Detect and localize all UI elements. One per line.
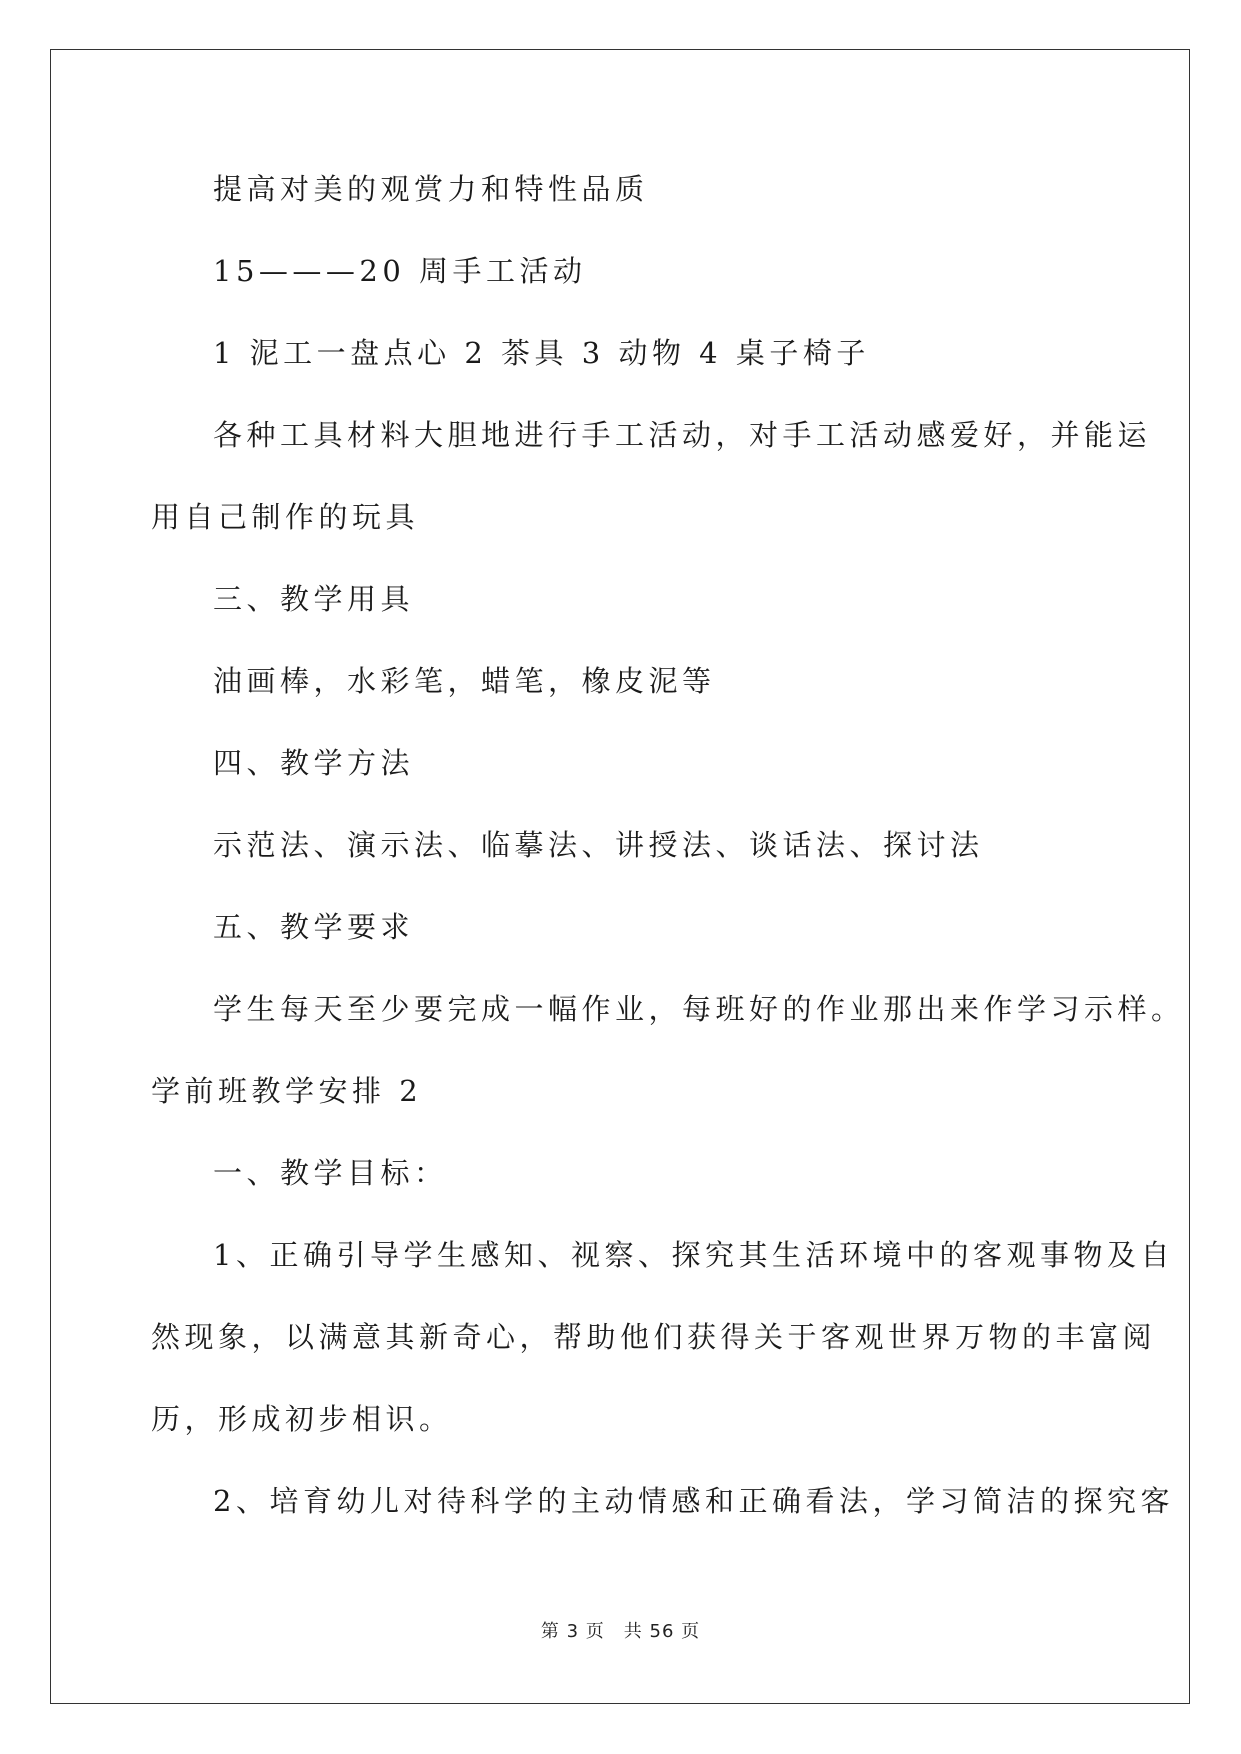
- paragraph-line: 提高对美的观赏力和特性品质: [213, 172, 649, 206]
- paragraph-line: 1 泥工一盘点心 2 茶具 3 动物 4 桌子椅子: [213, 336, 870, 370]
- paragraph-line: 油画棒，水彩笔，蜡笔，橡皮泥等: [213, 664, 716, 698]
- paragraph-line: 2、培育幼儿对待科学的主动情感和正确看法，学习简洁的探究客: [213, 1484, 1174, 1518]
- section-heading: 一、教学目标：: [213, 1156, 448, 1190]
- paragraph-line: 学生每天至少要完成一幅作业，每班好的作业那出来作学习示样。: [213, 992, 1185, 1026]
- paragraph-line: 1、正确引导学生感知、视察、探究其生活环境中的客观事物及自: [213, 1238, 1174, 1272]
- section-heading: 三、教学用具: [213, 582, 415, 616]
- section-heading: 五、教学要求: [213, 910, 415, 944]
- paragraph-line: 15———20 周手工活动: [213, 254, 587, 288]
- paragraph-line: 用自己制作的玩具: [151, 500, 420, 534]
- paragraph-line: 各种工具材料大胆地进行手工活动，对手工活动感爱好，并能运: [213, 418, 1152, 452]
- document-title: 学前班教学安排 2: [151, 1074, 423, 1108]
- paragraph-line: 历，形成初步相识。: [151, 1402, 453, 1436]
- section-heading: 四、教学方法: [213, 746, 415, 780]
- paragraph-line: 然现象，以满意其新奇心，帮助他们获得关于客观世界万物的丰富阅: [151, 1320, 1157, 1354]
- page-border: [50, 49, 1190, 1704]
- page-number: 第 3 页 共 56 页: [540, 1621, 701, 1642]
- paragraph-line: 示范法、演示法、临摹法、讲授法、谈话法、探讨法: [213, 828, 984, 862]
